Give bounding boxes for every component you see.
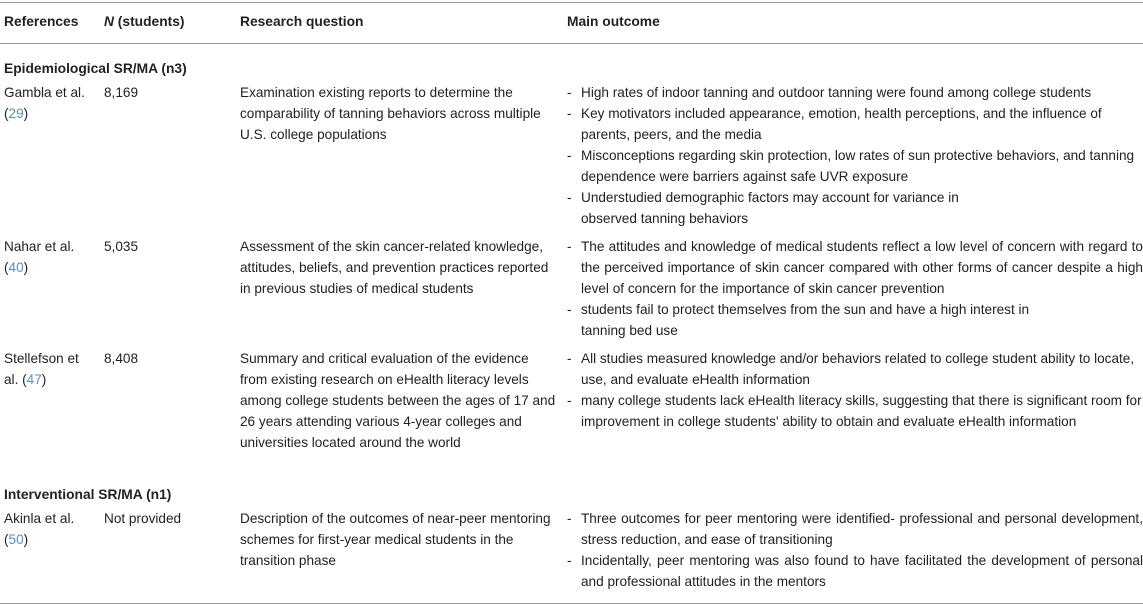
table-row-gambla-outcomes — [567, 82, 1143, 229]
table-row-stellefson-n: 8,408 — [104, 351, 139, 366]
table-row-akinla-question: Description of the outcomes of near-peer mentoring schemes for first-year medical students in the transition phase — [240, 511, 551, 568]
header-n-rest: (students) — [113, 14, 185, 29]
header-n-students — [104, 11, 184, 32]
ref-author: Nahar et al. — [4, 239, 75, 254]
header-references: References — [4, 14, 79, 29]
section-epidemiological: Epidemiological SR/MA (n3) — [4, 61, 187, 76]
outcome-item: - All studies measured knowledge and/or behaviors related to college student ability to locate, use, and evaluate eHealth information — [567, 348, 1143, 390]
outcome-item: - Misconceptions regarding skin protection, low rates of sun protective behaviors, and tanning dependence were barriers against safe UVR exposure — [567, 145, 1143, 187]
table-row-akinla-outcomes — [567, 508, 1143, 592]
bottom-rule — [0, 603, 1143, 604]
table-row-gambla-question: Examination existing reports to determine the comparability of tanning behaviors across multiple U.S. college populations — [240, 85, 541, 142]
top-rule — [0, 2, 1143, 3]
header-research-question: Research question — [240, 14, 364, 29]
table-row-nahar-n: 5,035 — [104, 239, 139, 254]
outcome-item: - Key motivators included appearance, emotion, health perceptions, and the influence of parents, peers, and the media — [567, 103, 1143, 145]
header-n-italic: N — [104, 14, 114, 29]
ref-link[interactable]: 29 — [8, 106, 24, 121]
table-row-gambla-ref: Gambla et al. (29) — [4, 85, 85, 121]
table-row-nahar-outcomes — [567, 236, 1143, 341]
section-interventional: Interventional SR/MA (n1) — [4, 487, 172, 502]
ref-link[interactable]: 50 — [8, 532, 24, 547]
outcome-item: - High rates of indoor tanning and outdoor tanning were found among college students — [567, 82, 1143, 103]
table-row-akinla-n: Not provided — [104, 511, 182, 526]
ref-author: Akinla et al. — [4, 511, 75, 526]
outcome-item: - The attitudes and knowledge of medical students reflect a low level of concern with regard to the perceived importance of skin cancer compared with other forms of cancer despite a high level of concern for the importance of skin cancer prevention — [567, 236, 1143, 299]
table-row-stellefson-question: Summary and critical evaluation of the evidence from existing research on eHealth literacy levels among college students between the ages of 17 and 26 years attending various 4-year colleges and universities located around the world — [240, 351, 556, 450]
table-row-nahar-ref: Nahar et al. (40) — [4, 239, 75, 275]
ref-author: Stellefson et al. — [4, 351, 79, 387]
outcome-item: - Incidentally, peer mentoring was also found to have facilitated the development of personal and professional attitudes in the mentors — [567, 550, 1143, 592]
table-row-akinla-ref: Akinla et al. (50) — [4, 511, 75, 547]
ref-link[interactable]: 47 — [26, 372, 42, 387]
outcome-item: - Understudied demographic factors may account for variance in observed tanning behaviors — [567, 187, 1143, 229]
outcome-item: - many college students lack eHealth literacy skills, suggesting that there is significant room for improvement in college students' ability to obtain and evaluate eHealth information — [567, 390, 1143, 432]
header-rule — [0, 43, 1143, 44]
outcome-item: - Three outcomes for peer mentoring were identified- professional and personal development, stress reduction, and ease of transitioning — [567, 508, 1143, 550]
ref-link[interactable]: 40 — [8, 260, 24, 275]
table-row-stellefson-ref: Stellefson et al. (47) — [4, 351, 79, 387]
table-row-stellefson-outcomes — [567, 348, 1143, 432]
ref-author: Gambla et al. — [4, 85, 85, 100]
header-main-outcome: Main outcome — [567, 14, 660, 29]
outcome-item: - students fail to protect themselves from the sun and have a high interest in tanning bed use — [567, 299, 1143, 341]
table-row-nahar-question: Assessment of the skin cancer-related knowledge, attitudes, beliefs, and prevention practices reported in previous studies of medical students — [240, 239, 549, 296]
table-row-gambla-n: 8,169 — [104, 85, 139, 100]
